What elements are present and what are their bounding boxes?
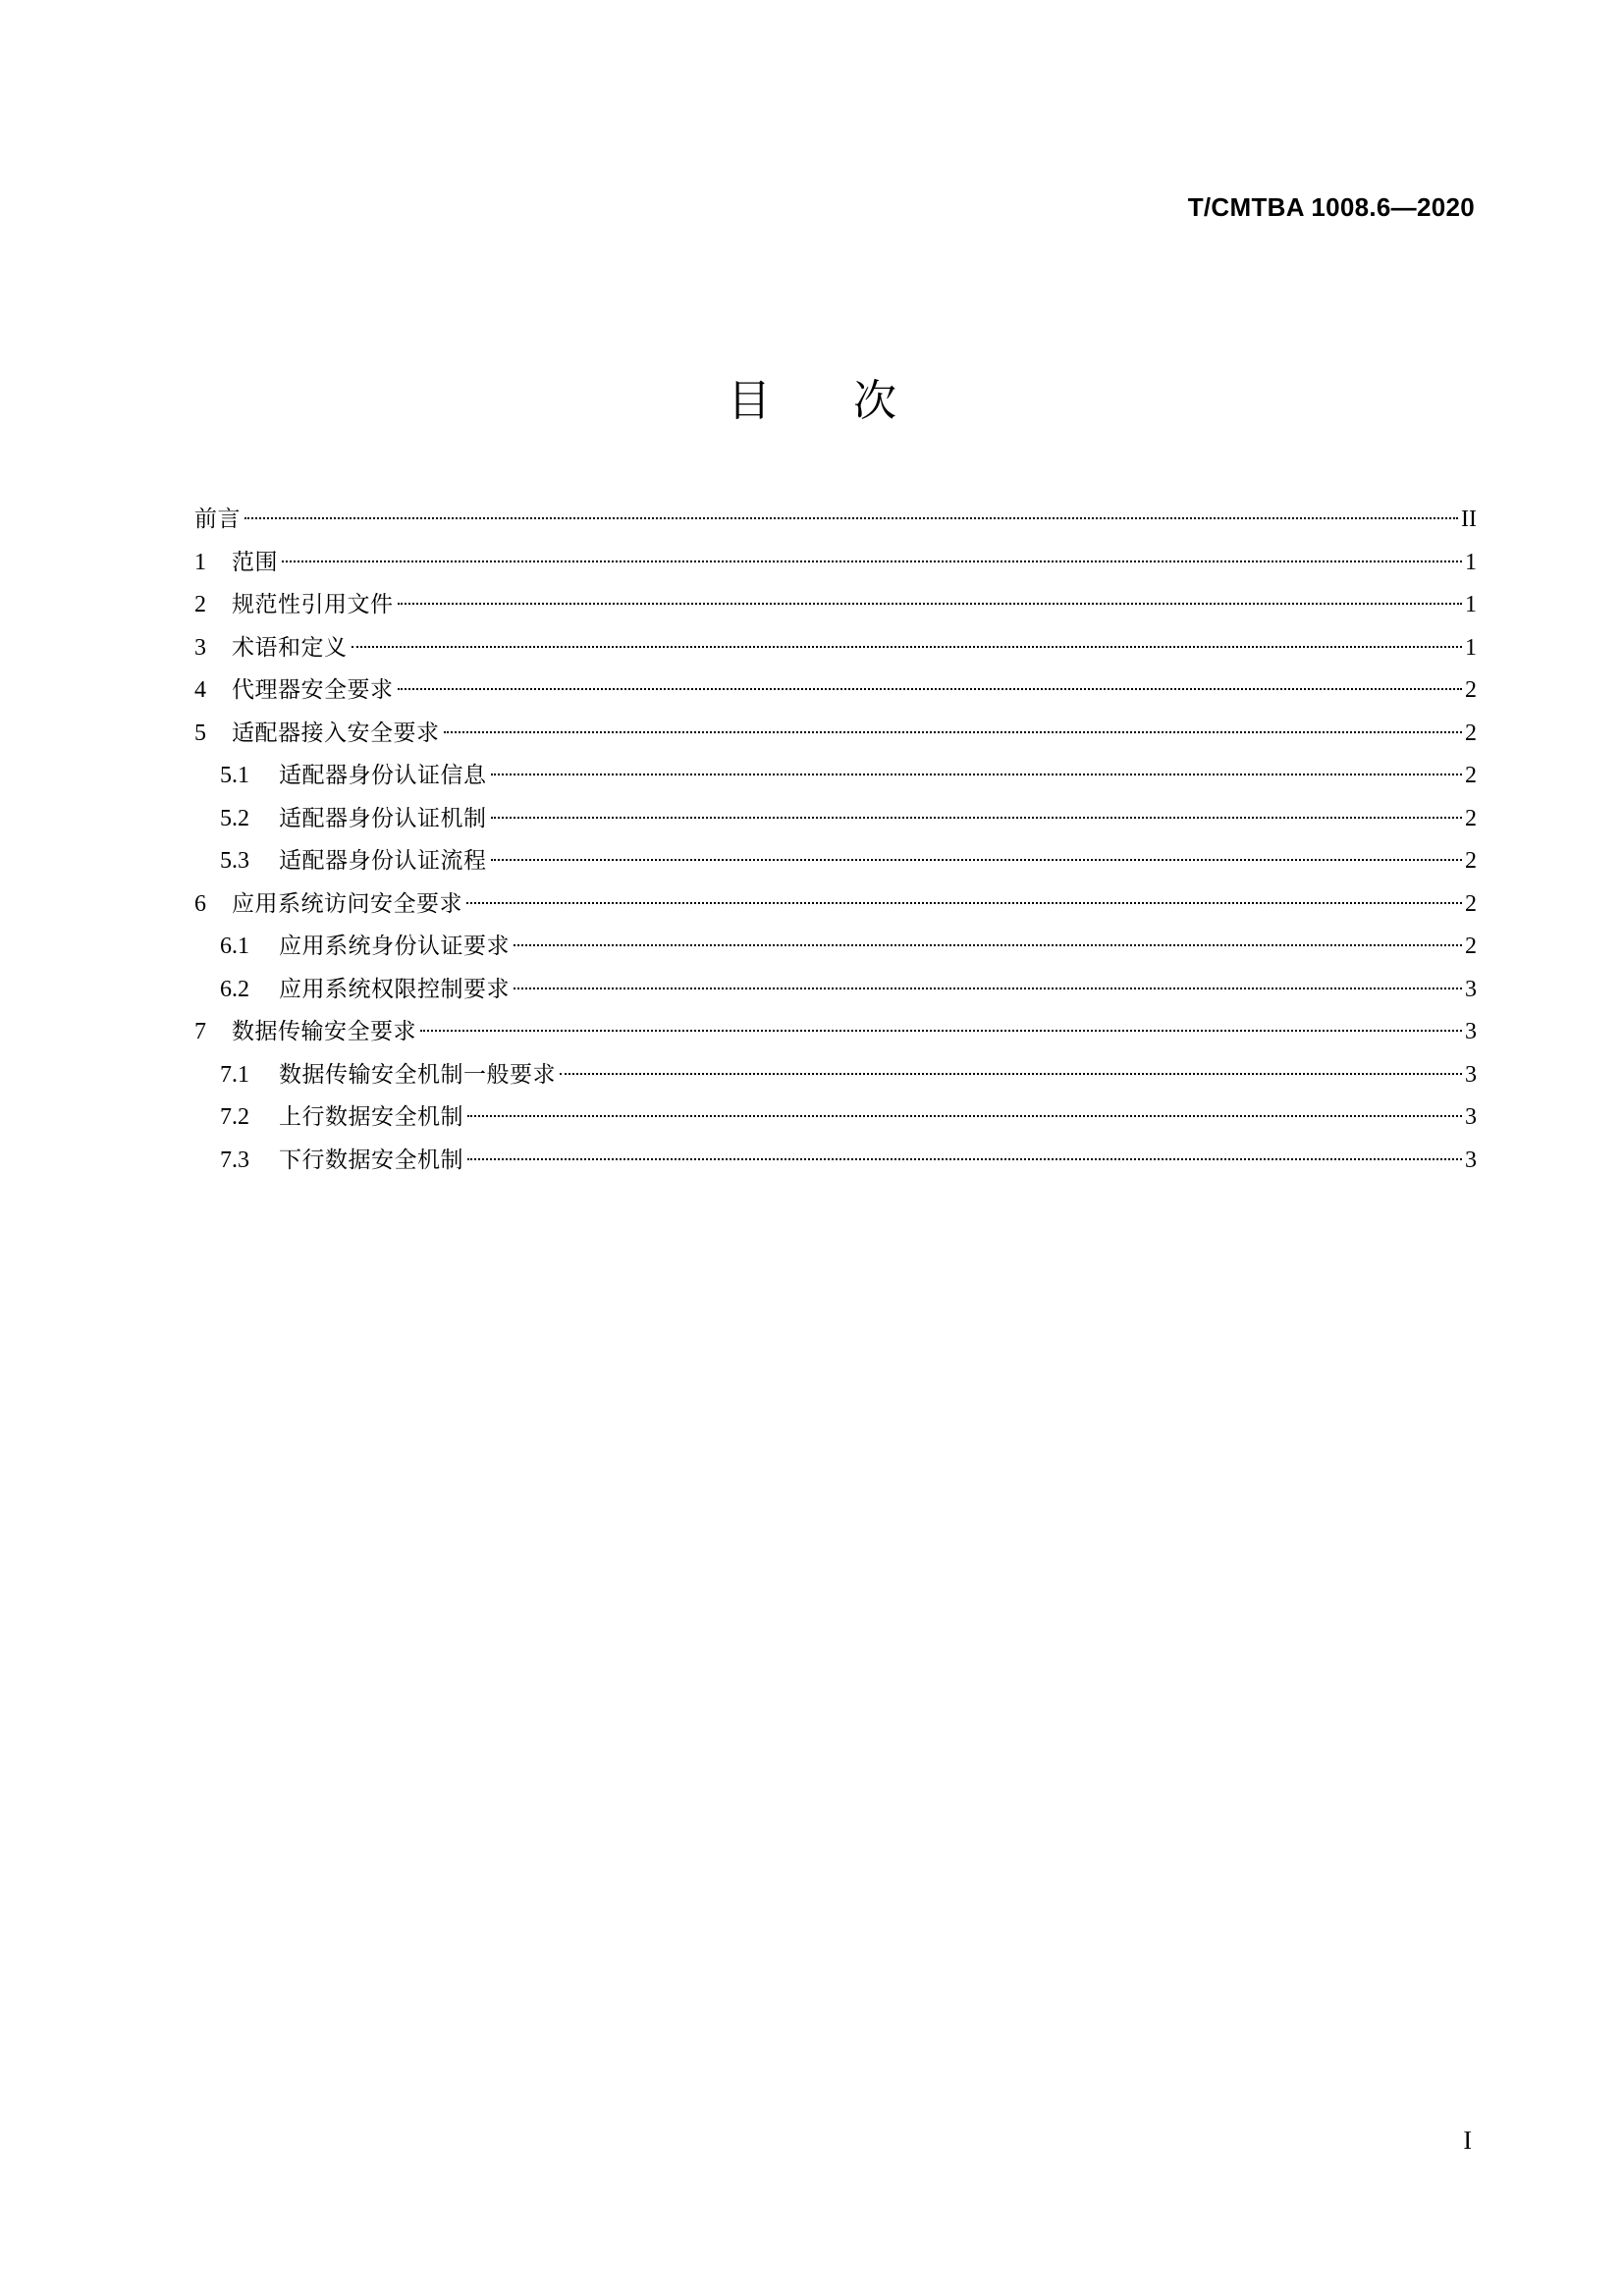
toc-entry-number: 6.2 — [220, 976, 249, 1002]
toc-entry-page: 3 — [1465, 1104, 1477, 1130]
toc-entry-label: 应用系统权限控制要求 — [279, 976, 510, 1002]
toc-entry-label: 适配器身份认证机制 — [279, 805, 487, 831]
toc-entry-label: 范围 — [232, 549, 278, 575]
toc-entry-7-2[interactable] — [194, 1096, 1477, 1140]
toc-entry-6-2[interactable] — [194, 969, 1477, 1012]
toc-entry-page: 2 — [1465, 848, 1477, 874]
dot-leader — [282, 561, 1462, 562]
toc-entry-page: 3 — [1465, 1061, 1477, 1088]
dot-leader — [244, 517, 1458, 519]
page-title: 目次 — [728, 376, 979, 426]
dot-leader — [398, 603, 1463, 605]
toc-entry-page: 2 — [1465, 805, 1477, 831]
dot-leader — [491, 817, 1463, 819]
dot-leader — [560, 1073, 1462, 1075]
standard-code: T/CMTBA 1008.6—2020 — [1187, 192, 1475, 222]
toc-entry-4[interactable] — [194, 669, 1477, 713]
toc-entry-page: 2 — [1465, 763, 1477, 788]
toc-entry-label: 数据传输安全要求 — [232, 1019, 416, 1044]
toc-entry-label: 代理器安全要求 — [232, 677, 394, 703]
toc-entry-number: 7 — [194, 1019, 206, 1044]
toc-entry-page: 3 — [1465, 1147, 1477, 1173]
toc-entry-page: 2 — [1465, 720, 1477, 746]
toc-entry-label: 适配器身份认证信息 — [279, 763, 487, 788]
dot-leader — [466, 902, 1462, 904]
toc-entry-label: 规范性引用文件 — [232, 592, 394, 617]
toc-entry-6[interactable] — [194, 883, 1477, 927]
dot-leader — [444, 731, 1463, 733]
toc-entry-label: 下行数据安全机制 — [279, 1147, 463, 1173]
toc-entry-page: 3 — [1465, 1019, 1477, 1044]
table-of-contents — [194, 499, 1477, 1182]
toc-entry-label: 数据传输安全机制一般要求 — [279, 1061, 556, 1088]
dot-leader — [491, 859, 1463, 861]
toc-entry-label: 前言 — [194, 507, 241, 532]
toc-entry-number: 4 — [194, 677, 206, 703]
toc-entry-page: 2 — [1465, 677, 1477, 703]
toc-entry-page: 1 — [1465, 592, 1477, 617]
toc-entry-number: 5.1 — [220, 763, 249, 788]
toc-entry-label: 适配器身份认证流程 — [279, 848, 487, 874]
toc-entry-number: 5.2 — [220, 805, 249, 831]
toc-entry-number: 6.1 — [220, 934, 249, 959]
toc-entry-label: 上行数据安全机制 — [279, 1104, 463, 1130]
dot-leader — [352, 646, 1463, 648]
toc-entry-page: 2 — [1465, 890, 1477, 917]
toc-entry-page: 1 — [1465, 549, 1477, 575]
toc-entry-number: 5 — [194, 720, 206, 746]
toc-entry-5[interactable] — [194, 713, 1477, 756]
dot-leader — [514, 988, 1462, 989]
toc-entry-number: 1 — [194, 549, 206, 575]
dot-leader — [420, 1030, 1462, 1032]
dot-leader — [467, 1115, 1462, 1117]
toc-entry-label: 适配器接入安全要求 — [232, 720, 440, 746]
toc-entry-number: 7.3 — [220, 1147, 249, 1173]
dot-leader — [467, 1158, 1462, 1160]
toc-entry-number: 5.3 — [220, 848, 249, 874]
toc-entry-foreword[interactable] — [194, 499, 1477, 542]
toc-entry-7-1[interactable] — [194, 1054, 1477, 1097]
toc-entry-number: 7.2 — [220, 1104, 249, 1130]
toc-entry-number: 3 — [194, 634, 206, 661]
toc-entry-2[interactable] — [194, 584, 1477, 627]
toc-entry-page: 3 — [1465, 976, 1477, 1002]
toc-entry-number: 7.1 — [220, 1061, 249, 1088]
toc-entry-5-1[interactable] — [194, 755, 1477, 798]
toc-entry-page: 1 — [1465, 634, 1477, 661]
toc-entry-5-3[interactable] — [194, 840, 1477, 883]
toc-entry-label: 应用系统访问安全要求 — [232, 890, 462, 917]
toc-entry-3[interactable] — [194, 627, 1477, 670]
toc-entry-7-3[interactable] — [194, 1140, 1477, 1183]
page-number: I — [1463, 2126, 1472, 2155]
toc-entry-5-2[interactable] — [194, 798, 1477, 841]
dot-leader — [491, 774, 1463, 775]
toc-entry-number: 2 — [194, 592, 206, 617]
toc-entry-1[interactable] — [194, 542, 1477, 585]
toc-entry-number: 6 — [194, 890, 206, 917]
toc-entry-6-1[interactable] — [194, 926, 1477, 969]
toc-entry-page: II — [1461, 507, 1477, 532]
toc-entry-7[interactable] — [194, 1011, 1477, 1054]
toc-entry-page: 2 — [1465, 934, 1477, 959]
toc-entry-label: 术语和定义 — [232, 634, 348, 661]
toc-entry-label: 应用系统身份认证要求 — [279, 934, 510, 959]
dot-leader — [398, 688, 1463, 690]
dot-leader — [514, 944, 1462, 946]
